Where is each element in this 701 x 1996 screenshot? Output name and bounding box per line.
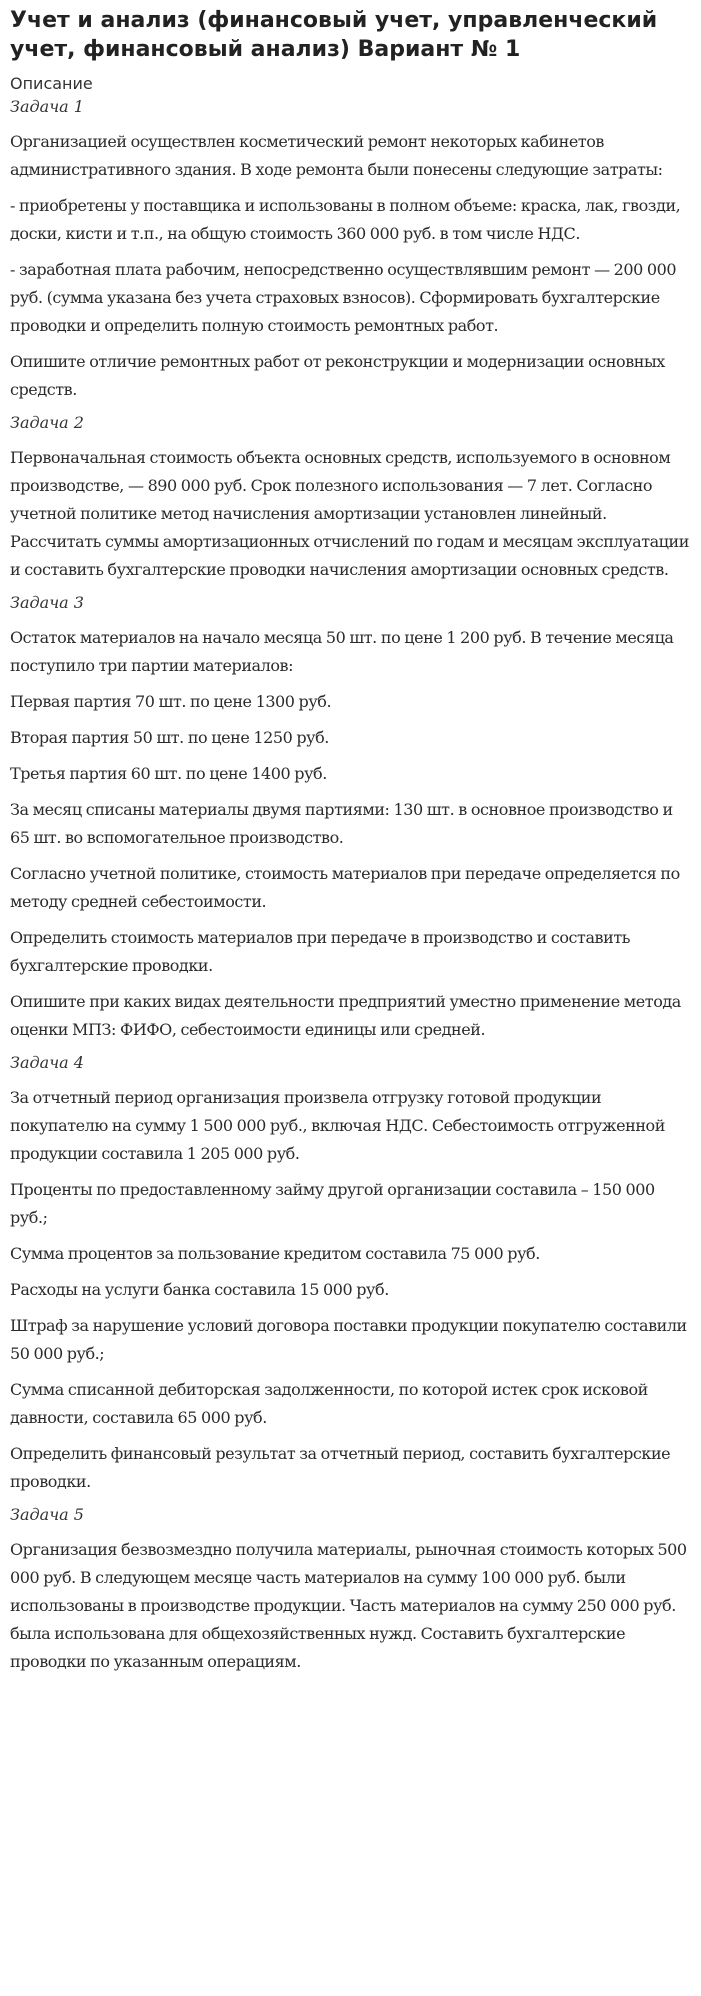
task-section <box>10 96 691 404</box>
task-heading: Задача 4 <box>10 1053 84 1072</box>
task-heading: Задача 3 <box>10 593 84 612</box>
task-paragraph: - приобретены у поставщика и использованы в полном объеме: краска, лак, гвозди, доски, кисти и т.п., на общую стоимость 360 000 руб. в том числе НДС. <box>10 196 681 243</box>
task-section <box>10 592 691 1044</box>
task-heading: Задача 2 <box>10 413 84 432</box>
task-paragraph: Сумма списанной дебиторская задолженности, по которой истек срок исковой давности, составила 65 000 руб. <box>10 1380 648 1427</box>
task-paragraph: Расходы на услуги банка составила 15 000 руб. <box>10 1280 389 1299</box>
task-paragraph: За месяц списаны материалы двумя партиями: 130 шт. в основное производство и 65 шт. во вспомогательное производство. <box>10 800 673 847</box>
task-paragraph: - заработная плата рабочим, непосредственно осуществлявшим ремонт — 200 000 руб. (сумма указана без учета страховых взносов). Сформировать бухгалтерские проводки и определить полную стоимость ремонтных работ. <box>10 260 677 335</box>
task-paragraph: Опишите при каких видах деятельности предприятий уместно применение метода оценки МПЗ: ФИФО, себестоимости единицы или средней. <box>10 992 681 1039</box>
task-paragraph: Остаток материалов на начало месяца 50 шт. по цене 1 200 руб. В течение месяца поступило три партии материалов: <box>10 628 674 675</box>
task-section <box>10 412 691 584</box>
task-paragraph: Согласно учетной политике, стоимость материалов при передаче определяется по методу средней себестоимости. <box>10 864 680 911</box>
task-paragraph: Организацией осуществлен косметический ремонт некоторых кабинетов административного здания. В ходе ремонта были понесены следующие затраты: <box>10 132 663 179</box>
task-paragraph: Организация безвозмездно получила материалы, рыночная стоимость которых 500 000 руб. В следующем месяце часть материалов на сумму 100 000 руб. были использованы в производстве продукции. Часть материалов на сумму 250 000 руб. была использована для общехозяйственных нужд. Составить бухгалтерские проводки по указанным операциям. <box>10 1540 687 1671</box>
document-title: Учет и анализ (финансовый учет, управленческий учет, финансовый анализ) Вариант № 1 <box>10 8 658 62</box>
task-paragraph: Первая партия 70 шт. по цене 1300 руб. <box>10 692 332 711</box>
task-paragraph: Сумма процентов за пользование кредитом составила 75 000 руб. <box>10 1244 540 1263</box>
task-paragraph: Вторая партия 50 шт. по цене 1250 руб. <box>10 728 329 747</box>
task-paragraph: Штраф за нарушение условий договора поставки продукции покупателю составили 50 000 руб.; <box>10 1316 687 1363</box>
task-section <box>10 1504 691 1676</box>
task-heading: Задача 5 <box>10 1505 84 1524</box>
task-paragraph: Проценты по предоставленному займу другой организации составила – 150 000 руб.; <box>10 1180 655 1227</box>
task-paragraph: Первоначальная стоимость объекта основных средств, используемого в основном производстве, — 890 000 руб. Срок полезного использования — 7 лет. Согласно учетной политике метод начисления амортизации установлен линейный. Рассчитать суммы амортизационных отчислений по годам и месяцам эксплуатации и составить бухгалтерские проводки начисления амортизации основных средств. <box>10 448 689 579</box>
task-heading: Задача 1 <box>10 97 84 116</box>
task-paragraph: За отчетный период организация произвела отгрузку готовой продукции покупателю на сумму 1 500 000 руб., включая НДС. Себестоимость отгруженной продукции составила 1 205 000 руб. <box>10 1088 665 1163</box>
task-paragraph: Определить финансовый результат за отчетный период, составить бухгалтерские проводки. <box>10 1444 671 1491</box>
task-paragraph: Третья партия 60 шт. по цене 1400 руб. <box>10 764 327 783</box>
task-section <box>10 1052 691 1496</box>
tasks-list <box>10 96 691 1676</box>
description-label: Описание <box>10 74 93 93</box>
task-paragraph: Определить стоимость материалов при передаче в производство и составить бухгалтерские проводки. <box>10 928 630 975</box>
task-paragraph: Опишите отличие ремонтных работ от реконструкции и модернизации основных средств. <box>10 352 665 399</box>
